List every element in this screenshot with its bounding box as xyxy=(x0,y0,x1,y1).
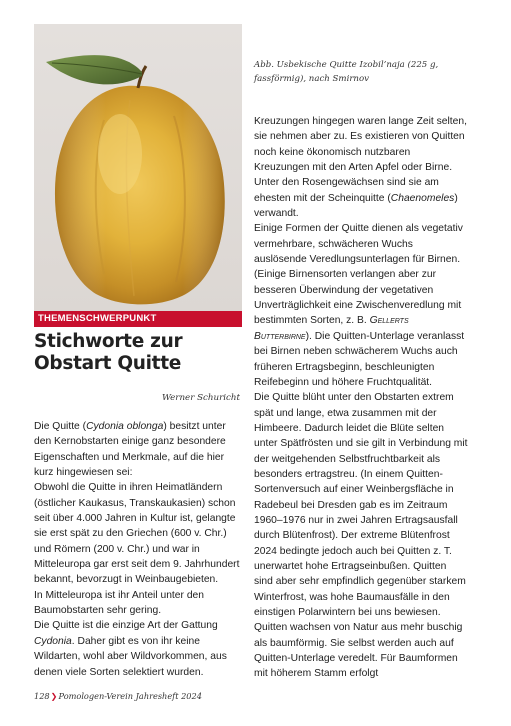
left-text-column xyxy=(34,419,244,680)
page-footer xyxy=(34,691,334,701)
paragraph: Die Quitte (Cydonia oblonga) besitzt unter den Kernobstarten einige ganz besondere Eigenschaften und Merkmale, auf die hier kurz hingewiesen sei: xyxy=(34,421,226,479)
paragraph: Kreuzungen hingegen waren lange Zeit selten, sie nehmen aber zu. Es existieren von Quitten noch keine ökonomisch nutzbaren Kreuzungen mit den Arten Apfel oder Birne. Unter den Rosengewächsen sind sie am ehesten mit der Scheinquitte (Chaenomeles) verwandt. xyxy=(254,116,467,220)
author-byline: Werner Schuricht xyxy=(161,393,240,403)
paragraph: In Mitteleuropa ist ihr Anteil unter den Baumobstarten sehr gering. xyxy=(34,589,204,617)
separator-icon: ❯ xyxy=(50,691,58,701)
figure-caption: Abb. Usbekische Quitte Izobil’naja (225 g, fassförmig), nach Smirnov xyxy=(254,60,439,84)
page-number: 128 xyxy=(34,691,50,701)
paragraph: Die Quitte blüht unter den Obstarten extrem spät und lange, etwa zusammen mit der Himbeere. Dadurch leidet die Blüte selten unter Spätfrösten und sie gilt in Verbindung mit der weitgehenden Selbstfruchtbarkeit als besonders ertragstreu. (In einem Quitten-Sortenversuch auf einer Weinbergsfläche in Radebeul bei Dresden gab es im Zeitraum 1960–1976 nur in zwei Jahren Ertragsausfall durch Blütenfrost). Der extreme Blütenfrost 2024 bedingte jedoch auch bei Quitten z. T. unerwartet hohe Ertragseinbußen. Quitten sind aber sehr empfindlich gegenüber starkem Winterfrost, was hohe Baumausfälle in den einstigen Polarwintern bei uns bewiesen. xyxy=(254,392,468,618)
section-label: THEMENSCHWERPUNKT xyxy=(34,311,242,327)
publication-name: Pomologen-Verein Jahresheft 2024 xyxy=(58,691,202,701)
paragraph: Quitten wachsen von Natur aus mehr buschig als baumförmig. Sie selbst werden auch auf Quitten-Unterlage veredelt. Für Baumformen mit höherem Stamm erfolgt xyxy=(254,622,463,680)
quince-fruit-image xyxy=(34,24,242,311)
right-text-column xyxy=(254,114,468,682)
quince-illustration xyxy=(34,24,242,311)
article-title: Stichworte zur Obstart Quitte xyxy=(34,331,183,374)
paragraph: Die Quitte ist die einzige Art der Gattung Cydonia. Daher gibt es von ihr keine Wildarten, wohl aber Wildvorkommen, aus denen viele Sorten selektiert wurden. xyxy=(34,620,227,678)
paragraph: Einige Formen der Quitte dienen als vegetativ vermehrbare, schwächeren Wuchs auslösende Veredlungsunterlagen für Birnen. (Einige Birnensorten verlangen aber zur besseren Überwindung der vegetativen Unverträglichkeit eine Zwischenveredlung mit bestimmten Sorten, z. B. Gellerts Butterbirne). Die Quitten-Unterlage veranlasst bei Birnen neben schwächerem Wuchs auch früheren Ertragsbeginn, beschleunigten Reifebeginn und höhere Fruchtqualität. xyxy=(254,223,465,388)
paragraph: Obwohl die Quitte in ihren Heimatländern (östlicher Kaukasus, Transkaukasien) schon seit über 4.000 Jahren in Kultur ist, gelangte sie erst spät zu den Griechen (600 v. Chr.) und Römern (200 v. Chr.) und war in Mitteleuropa gar erst seit dem 9. Jahrhundert bekannt, bevorzugt in Weinbaugebieten. xyxy=(34,482,240,586)
